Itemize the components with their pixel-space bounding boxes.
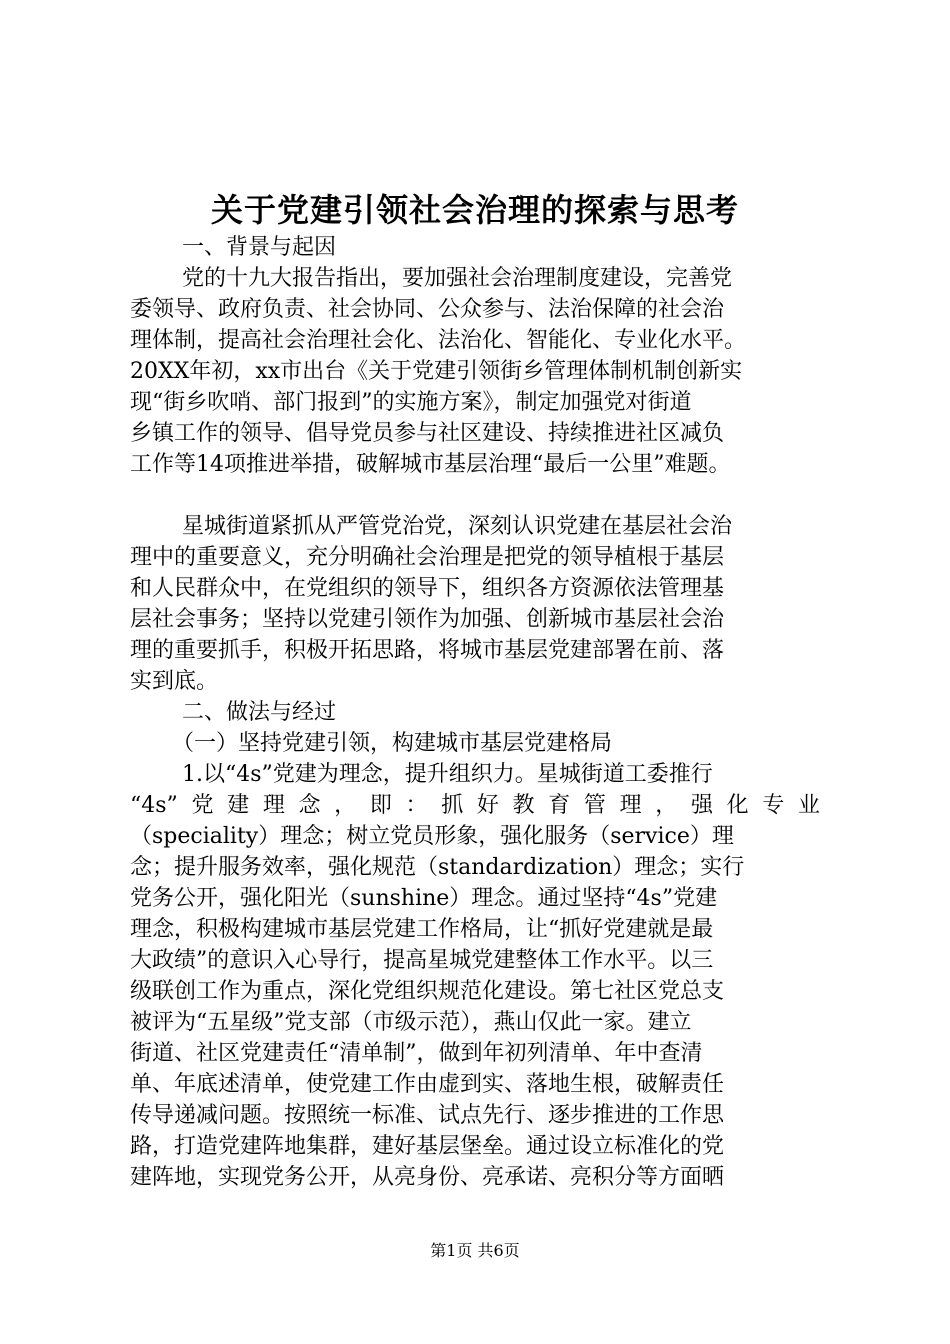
text-line: 级联创工作为重点，深化党组织规范化建设。第七社区党总支 <box>130 979 725 1004</box>
text-line: （一）坚持党建引领，构建城市基层党建格局 <box>172 731 613 756</box>
page-footer: 第1页 共6页 <box>430 1241 520 1260</box>
text-line: 大政绩”的意识入心导行，提高星城党建整体工作水平。以三 <box>130 948 714 973</box>
text-line: 党的十九大报告指出，要加强社会治理制度建设，完善党 <box>182 266 733 291</box>
text-line: 理中的重要意义，充分明确社会治理是把党的领导植根于基层 <box>130 545 725 570</box>
text-line: 实到底。 <box>130 669 219 694</box>
text-line: “4s”党建理念，即：抓好教育管理，强化专业 <box>130 793 820 818</box>
text-line: 传导递减问题。按照统一标准、试点先行、逐步推进的工作思 <box>130 1103 725 1128</box>
blank-line <box>130 480 820 511</box>
text-line: 层社会事务；坚持以党建引领作为加强、创新城市基层社会治 <box>130 607 725 632</box>
document-title: 关于党建引领社会治理的探索与思考 <box>210 191 739 229</box>
text-line: 单、年底述清单，使党建工作由虚到实、落地生根，破解责任 <box>130 1072 725 1097</box>
text-line: 现“街乡吹哨、部门报到”的实施方案》，制定加强党对街道 <box>130 390 692 415</box>
text-line: 委领导、政府负责、社会协同、公众参与、法治保障的社会治 <box>130 297 725 322</box>
text-line: 乡镇工作的领导、倡导党员参与社区建设、持续推进社区减负 <box>130 421 725 446</box>
text-line: 工作等14项推进举措，破解城市基层治理“最后一公里”难题。 <box>130 452 731 477</box>
text-line: 路，打造党建阵地集群，建好基层堡垒。通过设立标准化的党 <box>130 1134 725 1159</box>
text-line: 理体制，提高社会治理社会化、法治化、智能化、专业化水平。 <box>130 328 747 353</box>
text-line: 理念，积极构建城市基层党建工作格局，让“抓好党建就是最 <box>130 917 714 942</box>
text-line: 二、做法与经过 <box>182 700 337 725</box>
text-line: 星城街道紧抓从严管党治党，深刻认识党建在基层社会治 <box>182 514 733 539</box>
text-line: 街道、社区党建责任“清单制”，做到年初列清单、年中查清 <box>130 1041 703 1066</box>
text-line: 党务公开，强化阳光（sunshine）理念。通过坚持“4s”党建 <box>130 886 718 911</box>
text-line: 被评为“五星级”党支部（市级示范），燕山仅此一家。建立 <box>130 1010 692 1035</box>
text-line: 一、背景与起因 <box>182 235 337 260</box>
document-body <box>130 232 820 1193</box>
text-line: 建阵地，实现党务公开，从亮身份、亮承诺、亮积分等方面晒 <box>130 1165 725 1190</box>
text-line: （speciality）理念；树立党员形象，强化服务（service）理 <box>130 824 734 849</box>
text-line: 理的重要抓手，积极开拓思路，将城市基层党建部署在前、落 <box>130 638 725 663</box>
text-line: 20XX年初，xx市出台《关于党建引领街乡管理体制机制创新实 <box>130 359 743 384</box>
text-line: 念；提升服务效率，强化规范（standardization）理念；实行 <box>130 855 745 880</box>
text-line: 1.以“4s”党建为理念，提升组织力。星城街道工委推行 <box>182 762 713 787</box>
text-line: 和人民群众中，在党组织的领导下，组织各方资源依法管理基 <box>130 576 725 601</box>
